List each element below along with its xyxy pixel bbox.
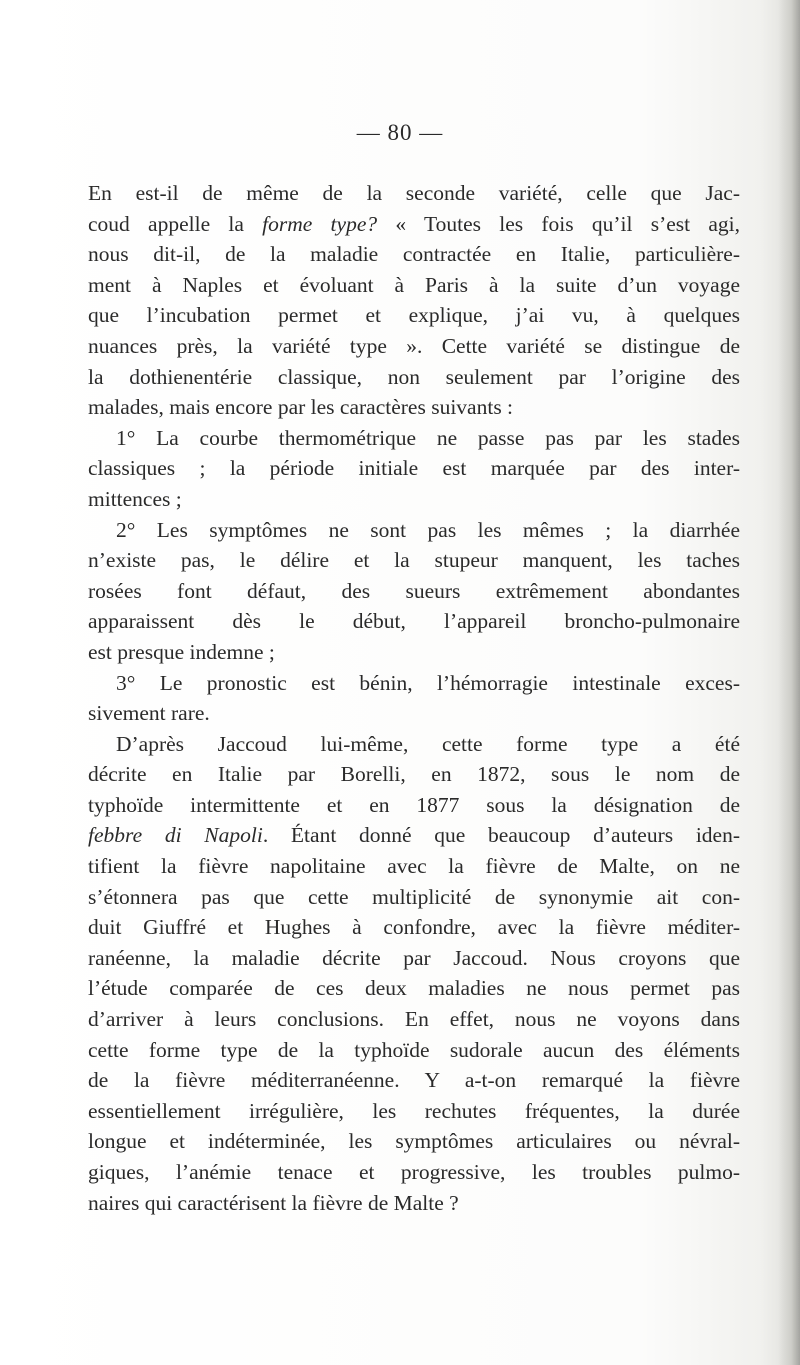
text-line bbox=[88, 943, 740, 974]
text-run: 1° La courbe thermométrique ne passe pas par les stades bbox=[116, 425, 740, 450]
text-line bbox=[88, 331, 740, 362]
text-run: « Toutes les fois qu’il s’est agi, bbox=[377, 211, 741, 236]
text-line bbox=[88, 1096, 740, 1127]
text-run: de la fièvre méditerranéenne. Y a-t-on remarqué la fièvre bbox=[88, 1068, 740, 1093]
text-run: naires qui caractérisent la fièvre de Malte ? bbox=[88, 1190, 459, 1215]
text-run: essentiellement irrégulière, les rechutes fréquentes, la durée bbox=[88, 1098, 740, 1123]
text-line bbox=[88, 239, 740, 270]
text-line bbox=[88, 759, 740, 790]
text-run: décrite en Italie par Borelli, en 1872, sous le nom de bbox=[88, 762, 740, 787]
text-line bbox=[88, 576, 740, 607]
text-line bbox=[88, 270, 740, 301]
text-run: l’étude comparée de ces deux maladies ne nous permet pas bbox=[88, 976, 740, 1001]
text-line bbox=[88, 698, 740, 729]
text-run: la dothienentérie classique, non seulement par l’origine des bbox=[88, 364, 740, 389]
italic-text: forme type? bbox=[262, 211, 378, 236]
text-run: En est-il de même de la seconde variété, celle que Jac- bbox=[88, 181, 740, 205]
text-run: mittences ; bbox=[88, 486, 182, 511]
text-run: s’étonnera pas que cette multiplicité de synonymie ait con- bbox=[88, 884, 740, 909]
text-run: duit Giuffré et Hughes à confondre, avec la fièvre méditer- bbox=[88, 915, 740, 940]
text-run: classiques ; la période initiale est marquée par des inter- bbox=[88, 456, 740, 481]
text-line bbox=[88, 300, 740, 331]
text-line bbox=[88, 668, 740, 699]
text-run: ment à Naples et évoluant à Paris à la suite d’un voyage bbox=[88, 272, 740, 297]
text-run: D’après Jaccoud lui-même, cette forme type a été bbox=[116, 731, 740, 756]
text-run: rosées font défaut, des sueurs extrêmement abondantes bbox=[88, 578, 740, 603]
text-run: typhoïde intermittente et en 1877 sous la désignation de bbox=[88, 792, 740, 817]
text-run: cette forme type de la typhoïde sudorale aucun des éléments bbox=[88, 1037, 740, 1062]
page-edge-shadow bbox=[778, 0, 800, 1365]
text-line bbox=[88, 1126, 740, 1157]
text-run: sivement rare. bbox=[88, 701, 210, 726]
text-line bbox=[88, 178, 740, 209]
italic-text: febbre di Napoli bbox=[88, 823, 263, 848]
text-run: tifient la fièvre napolitaine avec la fièvre de Malte, on ne bbox=[88, 854, 740, 879]
text-run: 3° Le pronostic est bénin, l’hémorragie intestinale exces- bbox=[116, 670, 740, 695]
text-line bbox=[88, 209, 740, 240]
text-line bbox=[88, 973, 740, 1004]
text-line bbox=[88, 484, 740, 515]
text-run: malades, mais encore par les caractères suivants : bbox=[88, 395, 514, 420]
text-run: ranéenne, la maladie décrite par Jaccoud. Nous croyons que bbox=[88, 945, 740, 970]
text-line bbox=[88, 729, 740, 760]
text-line bbox=[88, 820, 740, 851]
text-run: giques, l’anémie tenace et progressive, les troubles pulmo- bbox=[88, 1160, 740, 1184]
text-run: longue et indéterminée, les symptômes articulaires ou névral- bbox=[88, 1129, 740, 1154]
text-line bbox=[88, 1004, 740, 1035]
text-line bbox=[88, 1157, 740, 1188]
text-line bbox=[88, 1035, 740, 1066]
text-line bbox=[88, 790, 740, 821]
text-line bbox=[88, 1065, 740, 1096]
text-run: coud appelle la bbox=[88, 211, 263, 236]
text-run: apparaissent dès le début, l’appareil broncho-pulmonaire bbox=[88, 609, 740, 634]
text-run: . Étant donné que beaucoup d’auteurs iden- bbox=[262, 823, 740, 848]
text-line bbox=[88, 606, 740, 637]
text-run: nous dit-il, de la maladie contractée en Italie, particulière- bbox=[88, 242, 740, 267]
text-run: est presque indemne ; bbox=[88, 639, 275, 664]
text-line bbox=[88, 1188, 740, 1219]
text-line bbox=[88, 392, 740, 423]
text-line bbox=[88, 851, 740, 882]
text-line bbox=[88, 912, 740, 943]
text-line bbox=[88, 423, 740, 454]
text-line bbox=[88, 453, 740, 484]
body-text bbox=[88, 178, 740, 1218]
text-run: 2° Les symptômes ne sont pas les mêmes ; la diarrhée bbox=[116, 517, 740, 542]
text-line bbox=[88, 882, 740, 913]
text-line bbox=[88, 545, 740, 576]
text-line bbox=[88, 637, 740, 668]
text-run: que l’incubation permet et explique, j’ai vu, à quelques bbox=[88, 303, 740, 328]
text-run: n’existe pas, le délire et la stupeur manquent, les taches bbox=[88, 548, 740, 573]
text-run: nuances près, la variété type ». Cette variété se distingue de bbox=[88, 333, 740, 358]
text-line bbox=[88, 362, 740, 393]
text-line bbox=[88, 515, 740, 546]
page-number: — 80 — bbox=[356, 120, 444, 145]
text-run: d’arriver à leurs conclusions. En effet, nous ne voyons dans bbox=[88, 1007, 740, 1032]
